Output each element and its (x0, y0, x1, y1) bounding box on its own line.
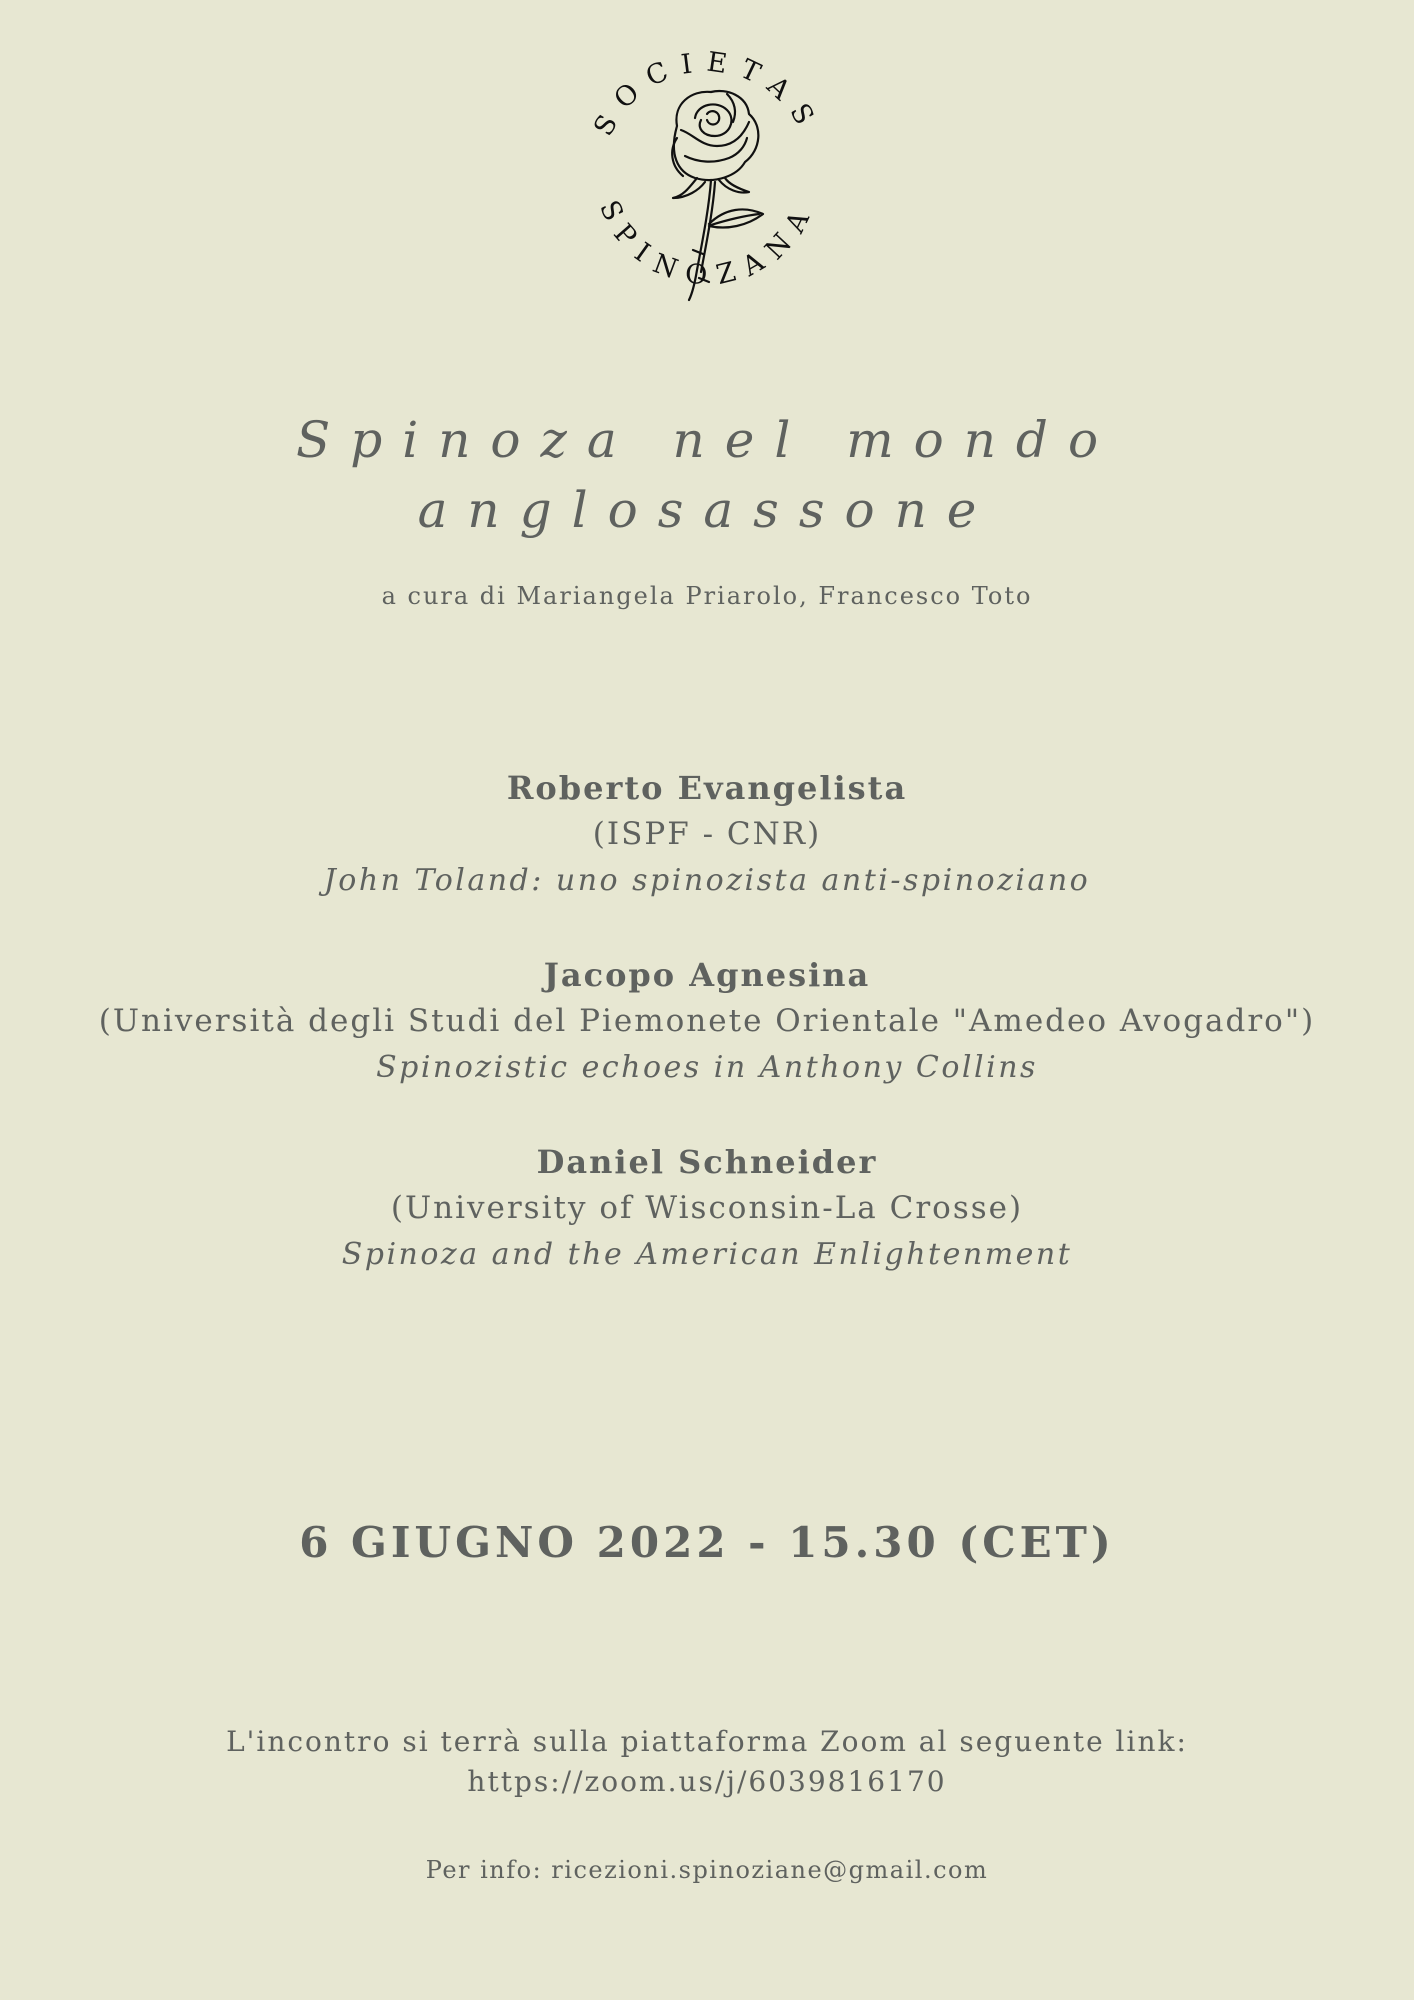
event-title-line1: Spinoza nel mondo (295, 411, 1119, 469)
speaker-name: Roberto Evangelista (506, 769, 908, 807)
curators-text: a cura di Mariangela Priarolo, Francesco Toto (381, 582, 1033, 610)
speaker-affiliation: (Università degli Studi del Piemonete Orientale "Amedeo Avogadro") (98, 1003, 1316, 1039)
talk-item (0, 1139, 1414, 1279)
event-title (0, 405, 1414, 545)
contact-info: Per info: ricezioni.spinoziane@gmail.com (425, 1856, 989, 1884)
event-date: 6 GIUGNO 2022 - 15.30 (CET) (299, 1518, 1115, 1567)
talk-item (0, 952, 1414, 1092)
logo-svg (577, 38, 837, 328)
speaker-affiliation: (University of Wisconsin-La Crosse) (390, 1190, 1024, 1226)
zoom-text: L'incontro si terrà sulla piattaforma Zoom al seguente link: (226, 1725, 1188, 1758)
speaker-name: Daniel Schneider (536, 1143, 878, 1181)
societas-spinozana-logo (577, 38, 837, 328)
event-title-line2: anglosassone (417, 481, 997, 539)
speaker-affiliation: (ISPF - CNR) (592, 816, 822, 852)
speaker-name: Jacopo Agnesina (543, 956, 871, 994)
zoom-link[interactable]: https://zoom.us/j/6039816170 (467, 1765, 947, 1798)
zoom-info (0, 1722, 1414, 1802)
talk-title: Spinoza and the American Enlightenment (341, 1237, 1073, 1272)
talk-title: Spinozistic echoes in Anthony Collins (376, 1050, 1038, 1085)
logo-arc-top-text: SOCIETAS (587, 46, 827, 142)
logo-arc-bottom-text: SPINOZANA (592, 195, 822, 292)
talk-title: John Toland: uno spinozista anti-spinoziano (323, 863, 1091, 898)
talk-item (0, 765, 1414, 905)
